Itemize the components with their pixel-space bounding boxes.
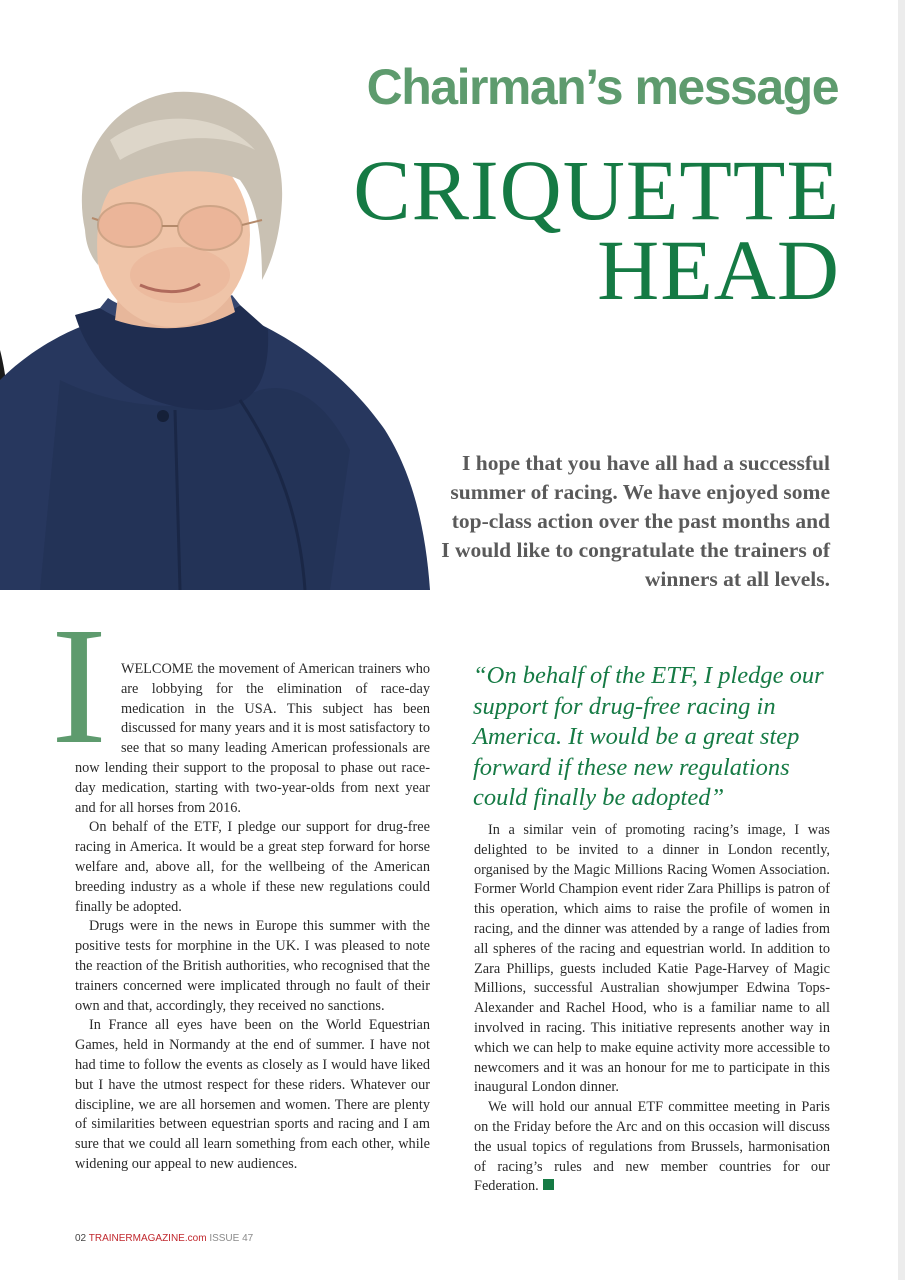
portrait-photo [0, 80, 430, 590]
article-paragraph: Drugs were in the news in Europe this summer with the positive tests for morphine in the UK. I was pleased to note the reaction of the British authorities, who recognised that the trainers concerned were implicated through no fault of their own and that, accordingly, they received no sanctions. [75, 918, 430, 1014]
page-edge [898, 0, 905, 1280]
article-paragraph: In a similar vein of promoting racing’s image, I was delighted to be invited to a dinner in London recently, organised by the Magic Millions Racing Women Association. Former World Champion event rider Zara Phillips is patron of this operation, which aims to raise the profile of women in racing, and the dinner was attended by a range of ladies from all spheres of the racing and equestrian world. In addition to Zara Phillips, guests included Katie Page-Harvey of Magic Millions, successful Australian showjumper Edwina Tops-Alexander and Rachel Hood, who is a familiar name to all involved in racing. This initiative represents another way in which we can help to make equine activity more accessible to newcomers and it was an honour for me to participate in this inaugural London dinner. [474, 822, 830, 1096]
page-footer [75, 1233, 253, 1244]
author-name-line1: CRIQUETTE [353, 142, 840, 238]
footer-issue: ISSUE 47 [209, 1233, 254, 1244]
article-paragraph [474, 1098, 830, 1197]
article-column-left [51, 593, 430, 1175]
article-paragraph: In France all eyes have been on the World Equestrian Games, held in Normandy at the end of summer. I have not had time to follow the events as closely as I would have liked but I have the utmost respect for these riders. Whatever our discipline, we are all horsemen and women. There are plenty of similarities between equestrian sports and racing and I am sure that we could all learn something from each other, while widening our appeal to new audiences. [75, 1017, 430, 1172]
section-kicker: Chairman’s message [366, 59, 838, 115]
page-number: 02 [75, 1233, 87, 1244]
footer-site: TRAINERMAGAZINE.com [88, 1233, 207, 1244]
article-paragraph: On behalf of the ETF, I pledge our support for drug-free racing in America. It would be a great step forward for horse welfare and, above all, for the wellbeing of the American breeding industry as a whole if these new regulations could finally be adopted. [75, 819, 430, 915]
intro-standfirst: I hope that you have all had a successful summer of racing. We have enjoyed some top-class action over the past months and I would like to congratulate the trainers of winners at all levels. [441, 451, 830, 591]
author-name-line2: HEAD [597, 222, 840, 318]
portrait-illustration [0, 80, 430, 590]
article-paragraph-text: We will hold our annual ETF committee meeting in Paris on the Friday before the Arc and on this occasion will discuss the usual topics of regulations from Brussels, harmonisation of racing’s rules and new member countries for our Federation. [474, 1099, 830, 1195]
article-paragraph: WELCOME the movement of American trainers who are lobbying for the elimination of race-day medication in the USA. This subject has been discussed for many years and it is most satisfactory to see that so many leading American professionals are now lending their support to the proposal to phase out race-day medication, starting with two-year-olds from next year and for all horses from 2016. [75, 661, 430, 816]
article-column-right [474, 821, 830, 1197]
drop-cap: I [51, 593, 107, 779]
pull-quote: “On behalf of the ETF, I pledge our support for drug-free racing in America. It would be a great step forward if these new regulations could finally be adopted” [473, 662, 824, 811]
end-mark-icon [543, 1179, 554, 1190]
